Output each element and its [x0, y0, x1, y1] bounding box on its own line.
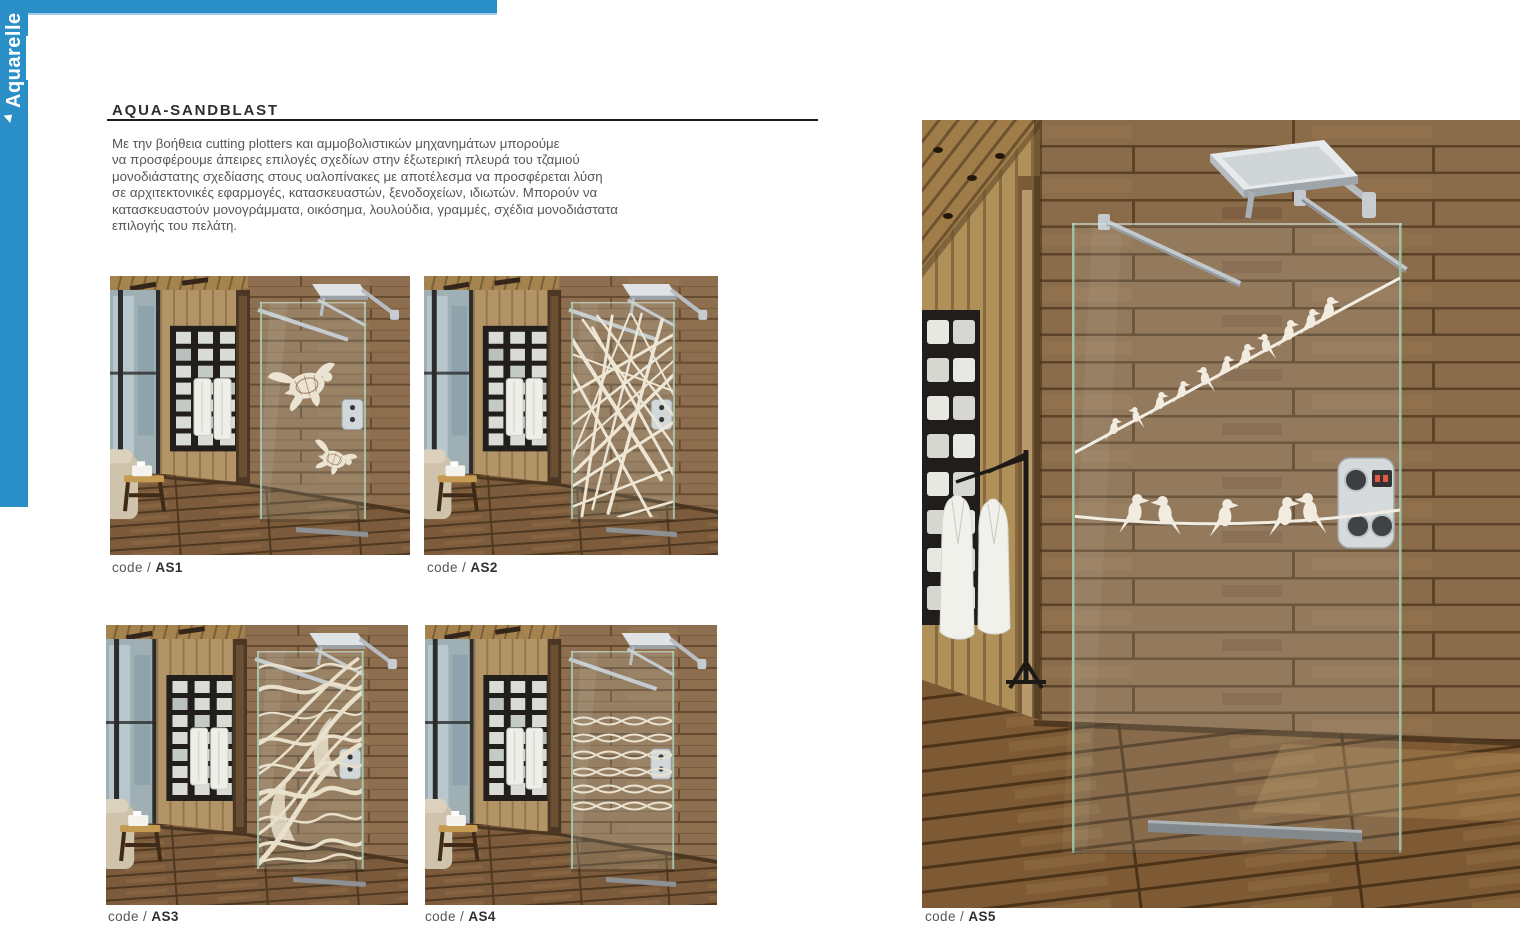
brand-logo: [3, 12, 26, 108]
product-photo-as5: [922, 120, 1520, 908]
product-photo-as4: [425, 625, 717, 905]
product-photo-as3: [106, 625, 408, 905]
product-code-caption: [112, 560, 183, 575]
intro-paragraph: [112, 136, 802, 234]
code-separator: /: [960, 909, 965, 924]
code-label: code: [425, 909, 456, 924]
code-label: code: [112, 560, 143, 575]
product-code-caption: [925, 909, 996, 924]
product-code: AS4: [468, 909, 496, 924]
product-photo-as1: [110, 276, 410, 555]
product-code: AS3: [151, 909, 179, 924]
code-label: code: [427, 560, 458, 575]
product-code: AS1: [155, 560, 183, 575]
intro-line: κατασκευαστούν μονογράμματα, οικόσημα, λουλούδια, γραμμές, σχέδια μονοδιάστατα: [112, 201, 618, 217]
brand-suffix: lle: [3, 12, 25, 37]
product-code: AS5: [968, 909, 996, 924]
page-title: AQUA-SANDBLAST: [112, 102, 279, 120]
product-photo-as2: [424, 276, 718, 555]
title-divider: [107, 119, 818, 121]
code-label: code: [108, 909, 139, 924]
code-separator: /: [460, 909, 465, 924]
product-code-caption: [425, 909, 496, 924]
code-separator: /: [462, 560, 467, 575]
intro-line: Με την βοήθεια cutting plotters και αμμοβολιστικών μηχανημάτων μπορούμε: [112, 136, 560, 151]
intro-line: σε αρχιτεκτονικές εφαρμογές, κατασκευαστών, ξενοδοχείων, ιδιωτών. Μπορούν να: [112, 185, 598, 201]
product-code: AS2: [470, 560, 498, 575]
brand-underlined: uare: [3, 36, 28, 80]
intro-line: μονοδιάστατης σχεδίασης στους υαλοπίνακες με αποτέλεσμα να προσφέρεται λύση: [112, 168, 603, 184]
code-separator: /: [147, 560, 152, 575]
product-code-caption: [427, 560, 498, 575]
code-label: code: [925, 909, 956, 924]
brand-prefix: Aq: [3, 80, 25, 108]
product-code-caption: [108, 909, 179, 924]
intro-line: να προσφέρουμε άπειρες επιλογές σχεδίων στην έξωτερική πλευρά του τζαμιού: [112, 152, 580, 168]
intro-line: επιλογής του πελάτη.: [112, 218, 238, 234]
top-accent-bar: [0, 0, 497, 15]
code-separator: /: [143, 909, 148, 924]
